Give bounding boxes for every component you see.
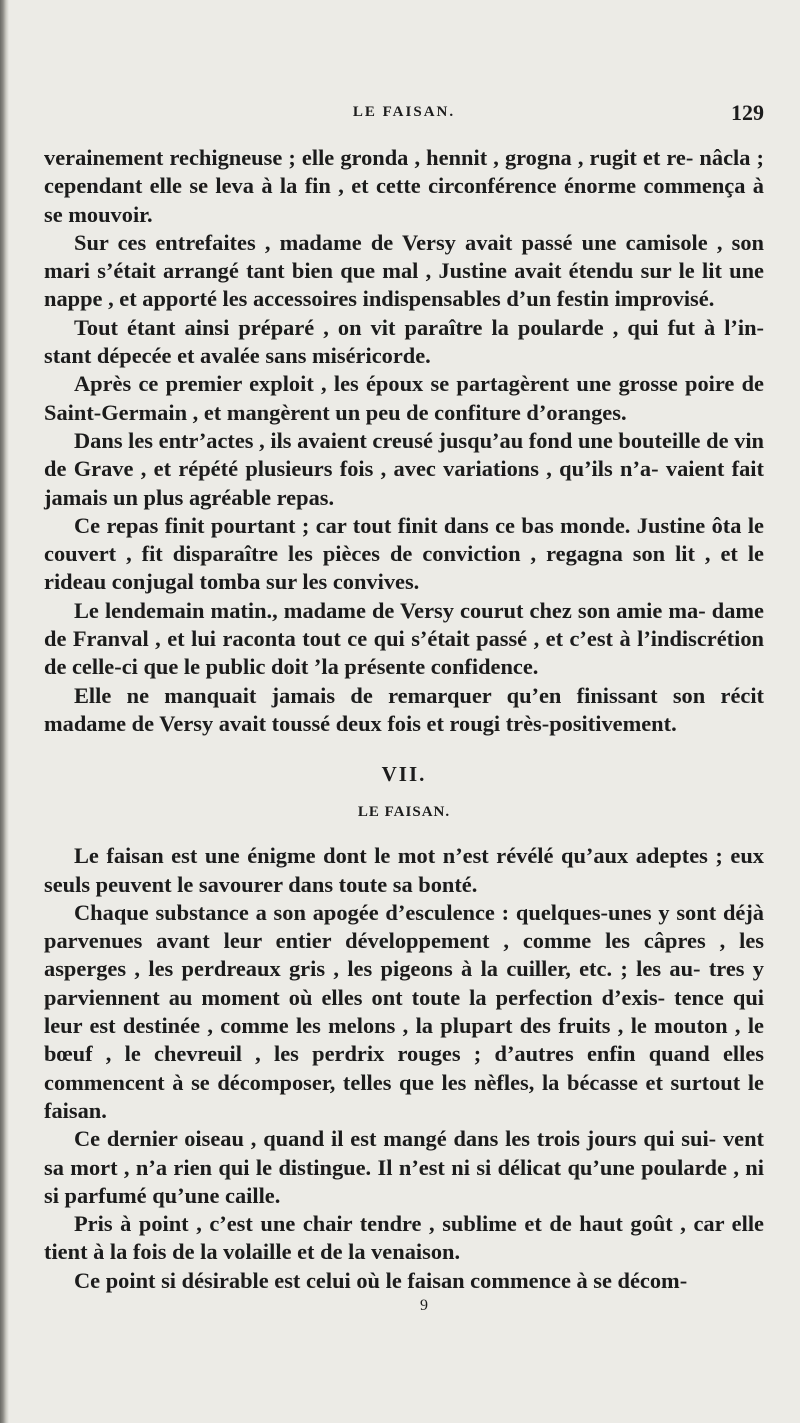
paragraph: Le lendemain matin., madame de Versy courut chez son amie ma- dame de Franval , et lui raconta tout ce qui s’était passé , et c’est à l’indiscrétion de celle-ci que le public doit ’la présente confidence. [44, 597, 764, 680]
paragraph: Après ce premier exploit , les époux se partagèrent une grosse poire de Saint-Germain , et mangèrent un peu de confiture d’oranges. [44, 371, 764, 425]
page-number: 129 [731, 100, 764, 125]
paragraph: Ce dernier oiseau , quand il est mangé dans les trois jours qui sui- vent sa mort , n’a rien qui le distingue. Il n’est ni si délicat qu’une poularde , ni si parfumé qu’une caille. [44, 1126, 764, 1208]
running-head [44, 100, 764, 144]
signature-mark: 9 [420, 1296, 428, 1314]
paragraph: Pris à point , c’est une chair tendre , sublime et de haut goût , car elle tient à la fois de la volaille et de la venaison. [44, 1211, 764, 1265]
paragraph: Chaque substance a son apogée d’esculence : quelques-unes y sont déjà parvenues avant leur entier développement , comme les câpres , les asperges , les perdreaux gris , les pigeons à la cuiller, etc. ; les au- tres y parviennent au moment où elles ont toute la perfection d’exis- tence qui leur est destinée , comme les melons , la plupart des fruits , le mouton , le bœuf , le chevreuil , les perdrix rouges ; d’autres enfin quand elles commencent à se décomposer, telles que les nèfles, la bécasse et surtout le faisan. [44, 899, 764, 1123]
book-page [44, 100, 764, 1315]
book-binding-edge [0, 0, 9, 1423]
paragraph: Ce repas finit pourtant ; car tout finit dans ce bas monde. Justine ôta le couvert , fit disparaître les pièces de conviction , regagna son lit , et le rideau conjugal tomba sur les convives. [44, 512, 764, 595]
paragraph: Dans les entr’actes , ils avaient creusé jusqu’au fond une bouteille de vin de Grave , et répété plusieurs fois , avec variations , qu’ils n’a- vaient fait jamais un plus agréable repas. [44, 427, 764, 510]
paragraph: Tout étant ainsi préparé , on vit paraître la poularde , qui fut à l’in- stant dépecée et avalée sans miséricorde. [44, 314, 764, 369]
paragraph: verainement rechigneuse ; elle gronda , hennit , grogna , rugit et re- nâcla ; cependant elle se leva à la fin , et cette circonférence énorme commença à se mouvoir. [44, 145, 764, 227]
paragraph: Le faisan est une énigme dont le mot n’est révélé qu’aux adeptes ; eux seuls peuvent le savourer dans toute sa bonté. [44, 843, 764, 897]
paragraph: Ce point si désirable est celui où le faisan commence à se décom- [74, 1267, 688, 1293]
running-head-title: LE FAISAN. [352, 104, 456, 120]
paragraph: Elle ne manquait jamais de remarquer qu’en finissant son récit madame de Versy avait toussé deux fois et rougi très-positivement. [44, 682, 764, 736]
chapter-title: LE FAISAN. [357, 804, 451, 821]
paragraph: Sur ces entrefaites , madame de Versy avait passé une camisole , son mari s’était arrangé tant bien que mal , Justine avait étendu sur le lit une nappe , et apporté les accessoires indispensables d’un festin improvisé. [44, 229, 764, 312]
chapter-number: VII. [381, 762, 427, 787]
